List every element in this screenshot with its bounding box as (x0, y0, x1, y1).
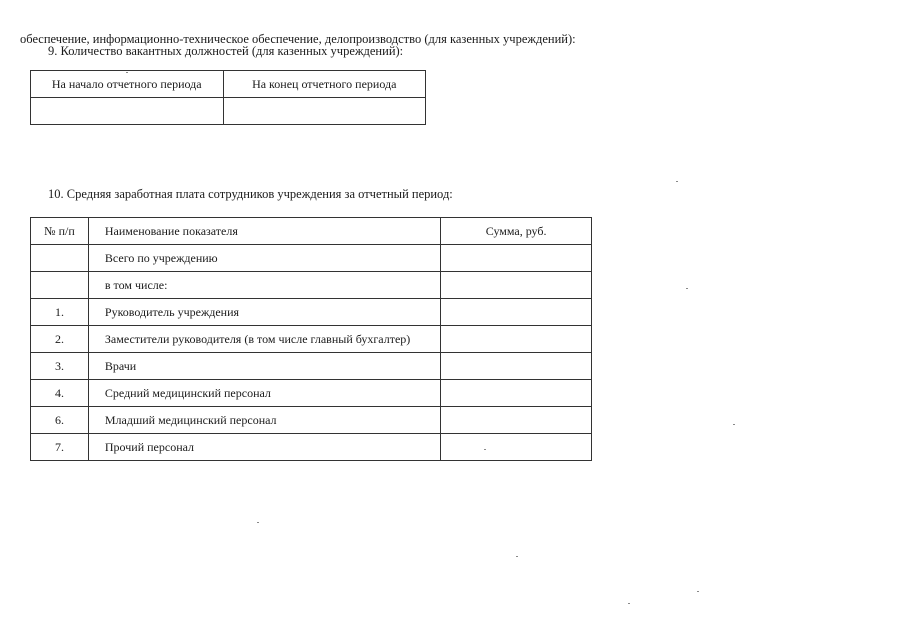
header-indicator-name: Наименование показателя (88, 218, 440, 245)
row-name: Врачи (88, 353, 440, 380)
table-row (31, 326, 592, 353)
row-name: Заместители руководителя (в том числе главный бухгалтер) (88, 326, 440, 353)
row-number: 2. (31, 326, 89, 353)
scan-speck (697, 591, 699, 592)
row-name: Всего по учреждению (88, 245, 440, 272)
row-number (31, 272, 89, 299)
row-name: Прочий персонал (88, 434, 440, 461)
table-row (31, 299, 592, 326)
row-name: в том числе: (88, 272, 440, 299)
section-9-heading: 9. Количество вакантных должностей (для казенных учреждений): (48, 44, 404, 58)
scan-speck (676, 181, 678, 182)
header-number: № п/п (31, 218, 89, 245)
scan-speck (257, 522, 259, 523)
value-start-of-period (31, 98, 224, 125)
value-end-of-period (223, 98, 425, 125)
row-amount (441, 245, 592, 272)
scan-speck (126, 72, 128, 73)
table-row (31, 98, 426, 125)
scan-speck (516, 556, 518, 557)
row-number: 1. (31, 299, 89, 326)
salary-table (30, 217, 592, 461)
row-number: 6. (31, 407, 89, 434)
scan-speck (628, 603, 630, 604)
row-name: Руководитель учреждения (88, 299, 440, 326)
row-amount (441, 299, 592, 326)
scan-speck (484, 449, 486, 450)
header-end-of-period: На конец отчетного периода (223, 71, 425, 98)
table-row (31, 434, 592, 461)
table-header-row (31, 218, 592, 245)
table-row (31, 380, 592, 407)
row-amount (441, 326, 592, 353)
table-row (31, 245, 592, 272)
table-header-row (31, 71, 426, 98)
row-amount (441, 407, 592, 434)
row-number (31, 245, 89, 272)
row-number: 7. (31, 434, 89, 461)
header-amount: Сумма, руб. (441, 218, 592, 245)
row-number: 3. (31, 353, 89, 380)
table-row (31, 407, 592, 434)
section-10-heading: 10. Средняя заработная плата сотрудников учреждения за отчетный период: (48, 187, 453, 201)
row-name: Средний медицинский персонал (88, 380, 440, 407)
row-amount (441, 272, 592, 299)
vacancies-table (30, 70, 426, 125)
scan-speck (733, 424, 735, 425)
row-number: 4. (31, 380, 89, 407)
table-row (31, 272, 592, 299)
header-start-of-period: На начало отчетного периода (31, 71, 224, 98)
continued-paragraph-line: обеспечение, информационно-техническое обеспечение, делопроизводство (для казенных учреждений): (20, 32, 576, 46)
row-amount (441, 353, 592, 380)
row-amount (441, 434, 592, 461)
table-row (31, 353, 592, 380)
row-amount (441, 380, 592, 407)
row-name: Младший медицинский персонал (88, 407, 440, 434)
scan-speck (686, 288, 688, 289)
